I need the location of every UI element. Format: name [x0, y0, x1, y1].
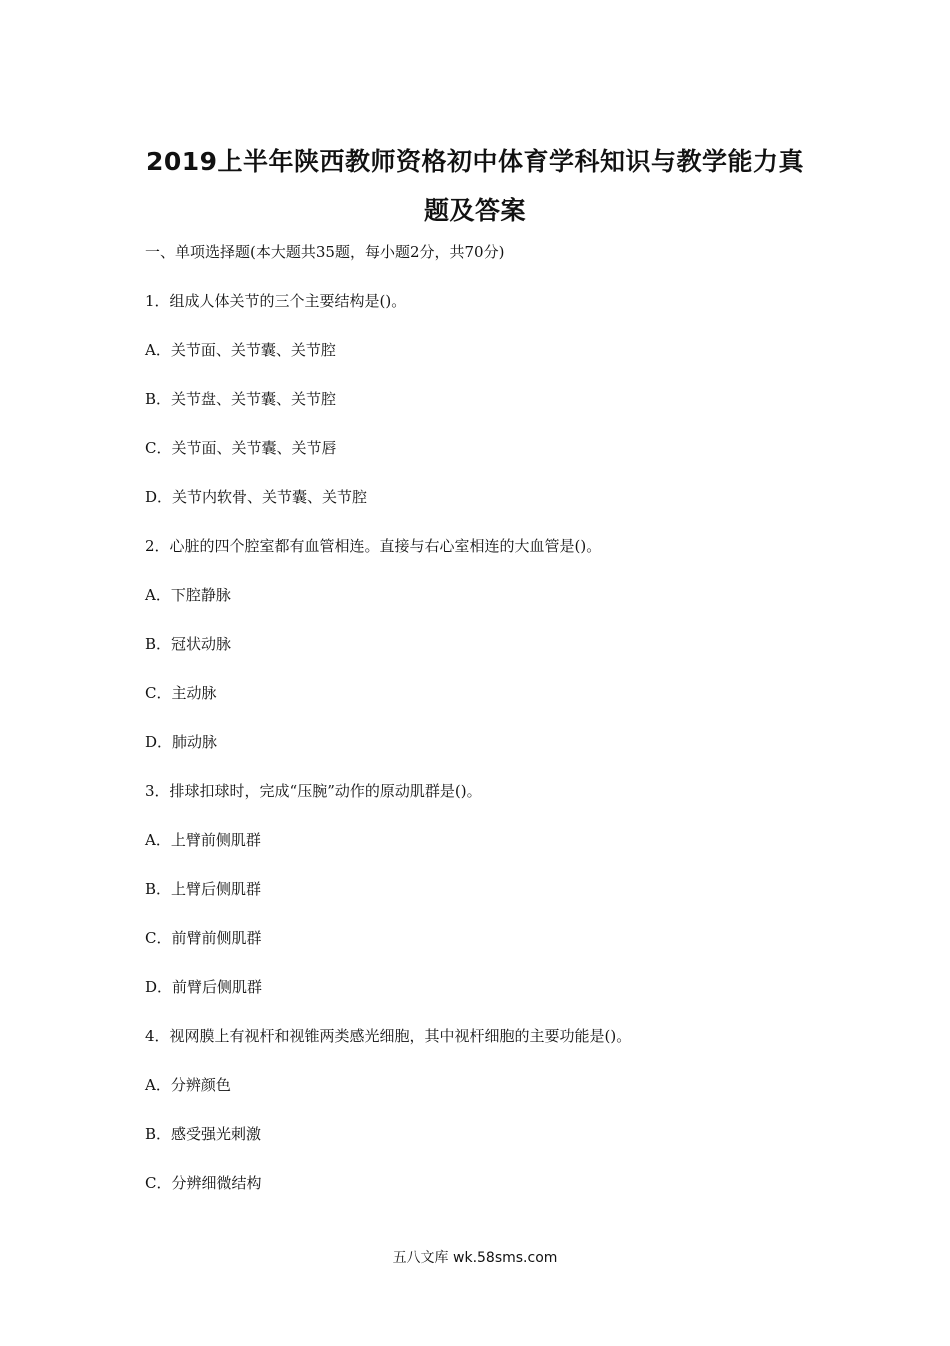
question-1-option-d: D．关节内软骨、关节囊、关节腔: [145, 488, 368, 506]
question-4-option-b: B．感受强光刺激: [145, 1125, 262, 1143]
question-3-option-b: B．上臂后侧肌群: [145, 880, 262, 898]
question-1-option-b: B．关节盘、关节囊、关节腔: [145, 390, 337, 408]
question-4-option-a: A．分辨颜色: [145, 1076, 231, 1094]
question-1-stem: 1．组成人体关节的三个主要结构是()。: [145, 292, 407, 310]
question-3-option-a: A．上臂前侧肌群: [145, 831, 261, 849]
question-3-option-c: C．前臂前侧肌群: [145, 929, 262, 947]
question-3-stem: 3．排球扣球时，完成“压腕”动作的原动肌群是()。: [145, 782, 482, 800]
question-1-option-c: C．关节面、关节囊、关节唇: [145, 439, 337, 457]
section-heading: 一、单项选择题(本大题共35题，每小题2分，共70分): [145, 243, 505, 261]
question-2-stem: 2．心脏的四个腔室都有血管相连。直接与右心室相连的大血管是()。: [145, 537, 602, 555]
document-title-line-2: 题及答案: [423, 196, 526, 225]
question-4-stem: 4．视网膜上有视杆和视锥两类感光细胞，其中视杆细胞的主要功能是()。: [145, 1027, 632, 1045]
question-2-option-c: C．主动脉: [145, 684, 217, 702]
question-1-option-a: A．关节面、关节囊、关节腔: [145, 341, 336, 359]
question-2-option-a: A．下腔静脉: [145, 586, 231, 604]
document-title-line-1: 2019上半年陕西教师资格初中体育学科知识与教学能力真: [145, 147, 805, 176]
question-2-option-b: B．冠状动脉: [145, 635, 232, 653]
question-4-option-c: C．分辨细微结构: [145, 1174, 262, 1192]
question-3-option-d: D．前臂后侧肌群: [145, 978, 263, 996]
page-footer: 五八文库 wk.58sms.com: [392, 1250, 558, 1266]
question-2-option-d: D．肺动脉: [145, 733, 218, 751]
